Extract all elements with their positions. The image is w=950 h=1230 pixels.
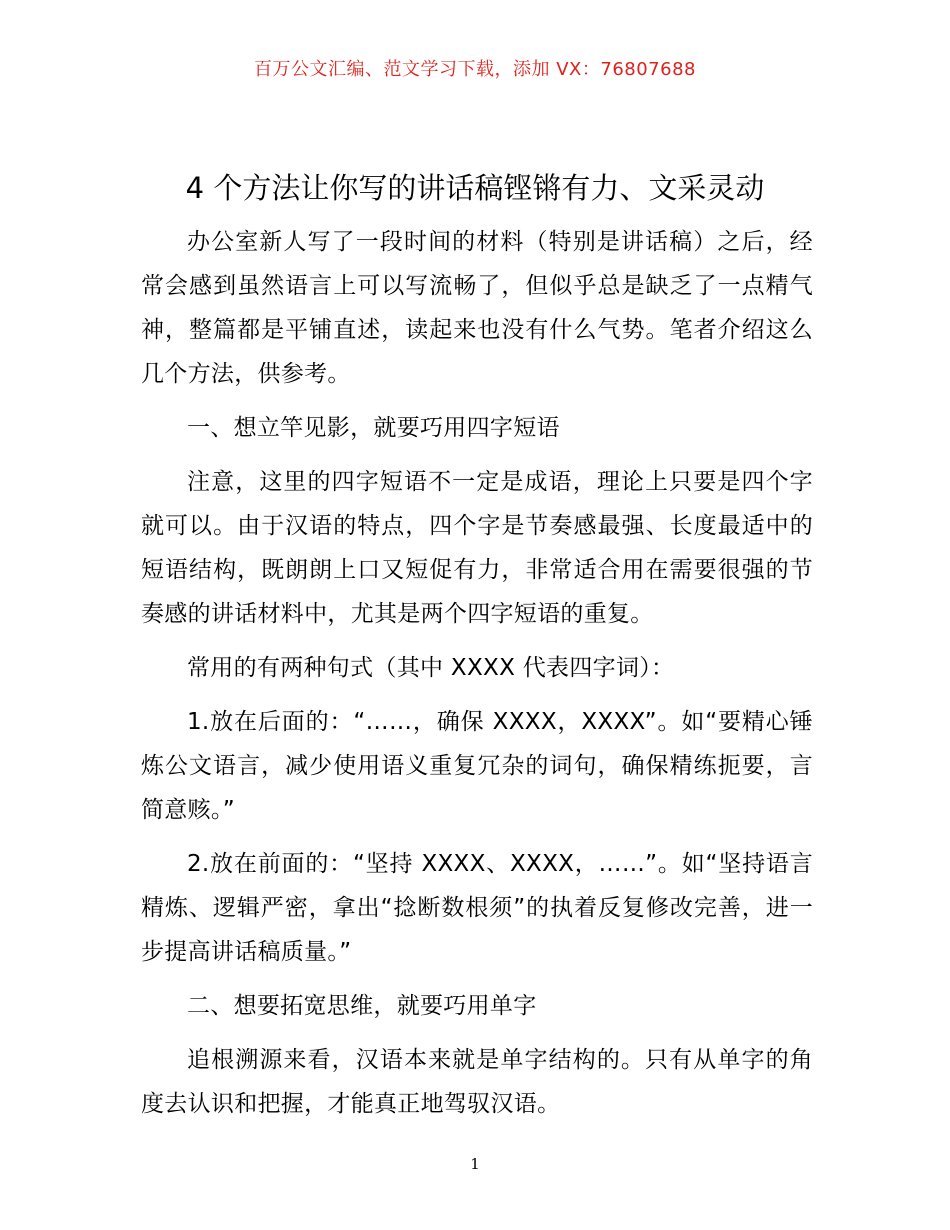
document-body [141, 220, 813, 1136]
page-number: 1 [470, 1155, 480, 1173]
intro-paragraph: 办公室新人写了一段时间的材料（特别是讲话稿）之后，经常会感到虽然语言上可以写流畅了，但似乎总是缺乏了一点精气神，整篇都是平铺直述，读起来也没有什么气势。笔者介绍这么几个方法，供参考。 [141, 229, 813, 387]
body-paragraph: 常用的有两种句式（其中 XXXX 代表四字词）： [187, 655, 675, 681]
body-paragraph: 注意，这里的四字短语不一定是成语，理论上只要是四个字就可以。由于汉语的特点，四个字是节奏感最强、长度最适中的短语结构，既朗朗上口又短促有力，非常适合用在需要很强的节奏感的讲话材料中，尤其是两个四字短语的重复。 [141, 469, 813, 627]
section-heading-2: 二、想要拓宽思维，就要巧用单字 [187, 993, 537, 1019]
section-heading-1: 一、想立竿见影，就要巧用四字短语 [187, 415, 560, 441]
example-item-1: 1.放在后面的：“……，确保 XXXX，XXXX”。如“要精心锤炼公文语言，减少使用语义重复冗杂的词句，确保精练扼要，言简意赅。” [141, 709, 813, 823]
document-title: 4 个方法让你写的讲话稿铿锵有力、文采灵动 [185, 171, 765, 205]
example-item-2: 2.放在前面的：“坚持 XXXX、XXXX，……”。如“坚持语言精炼、逻辑严密，拿出“捻断数根须”的执着反复修改完善，进一步提高讲话稿质量。” [141, 851, 813, 965]
body-paragraph: 追根溯源来看，汉语本来就是单字结构的。只有从单字的角度去认识和把握，才能真正地驾驭汉语。 [141, 1047, 813, 1117]
promo-header: 百万公文汇编、范文学习下载，添加 VX：76807688 [254, 59, 696, 80]
